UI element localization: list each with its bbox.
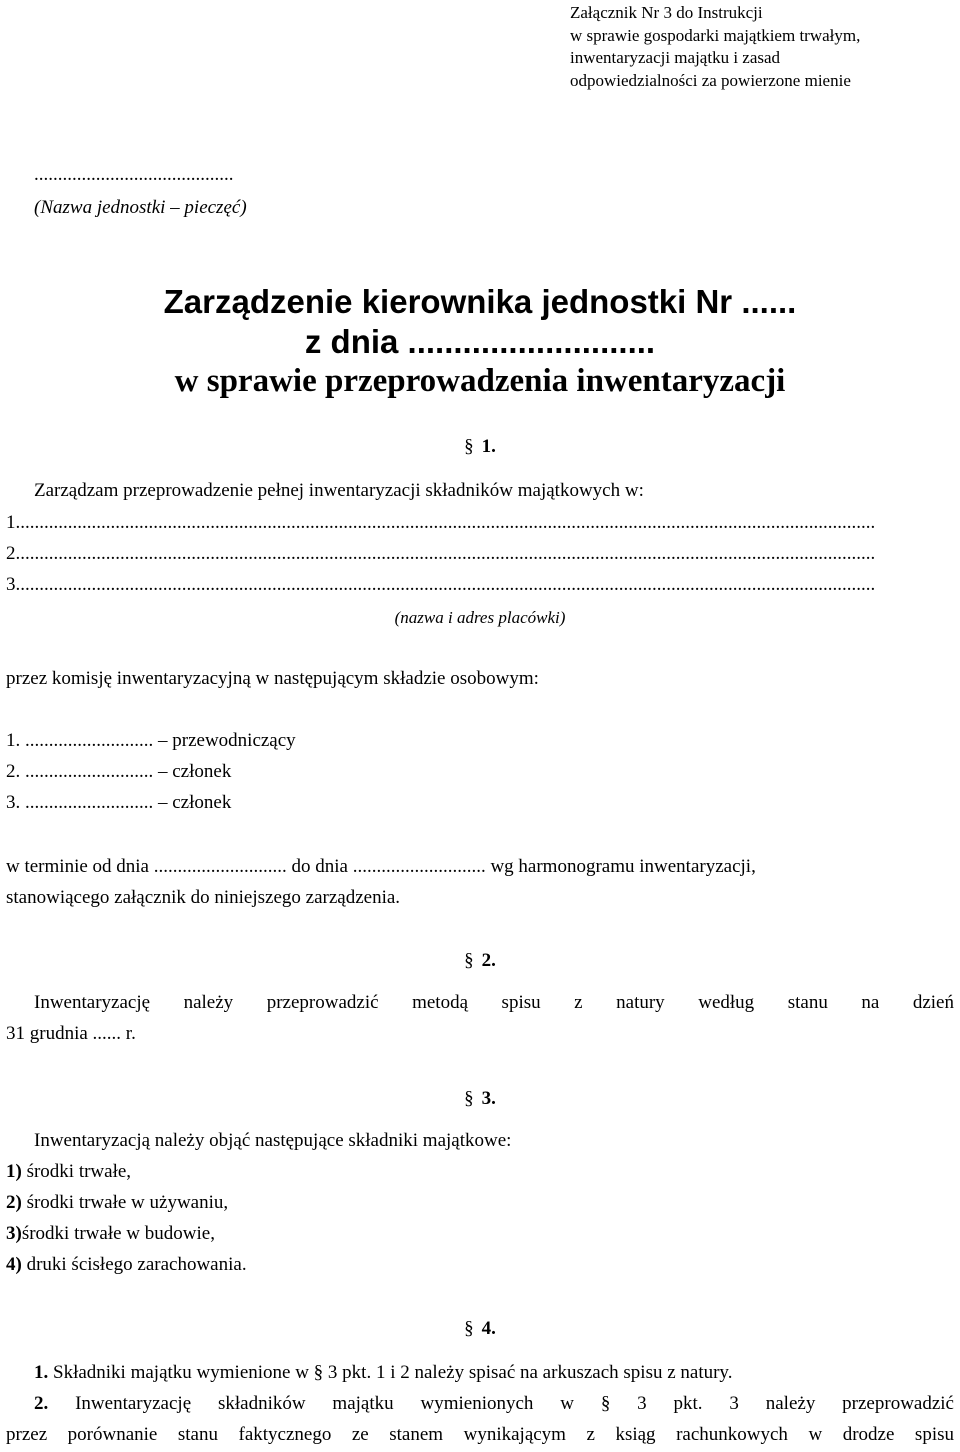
asset-item <box>6 1223 215 1245</box>
item-text: środki trwałe, <box>21 1161 132 1182</box>
commission-member: 2. ........................... – członek <box>6 761 232 782</box>
commission-member: 1. ........................... – przewodniczący <box>6 730 296 751</box>
asset-item <box>6 1254 247 1276</box>
stamp-label: (Nazwa jednostki – pieczęć) <box>34 197 247 218</box>
annex-line: Załącznik Nr 3 do Instrukcji <box>570 3 763 22</box>
term-line: w terminie od dnia ............................ do dnia ............................ wg harmonogramu inwentaryzacji, <box>6 856 756 877</box>
section-number: 4. <box>481 1318 496 1339</box>
item-number: 3) <box>6 1223 22 1244</box>
annex-line: w sprawie gospodarki majątkiem trwałym, <box>570 25 861 45</box>
section-2-heading <box>0 950 960 972</box>
point-number: 2. <box>34 1393 49 1414</box>
section-symbol: § <box>464 1088 474 1109</box>
section-1-heading <box>0 436 960 458</box>
term-line: stanowiącego załącznik do niniejszego zarządzenia. <box>6 887 401 908</box>
s3-intro: Inwentaryzacją należy objąć następujące składniki majątkowe: <box>34 1130 512 1151</box>
s4-point-2-continued: przez porównanie stanu faktycznego ze stanem wynikającym z ksiąg rachunkowych w drodze spisu <box>6 1424 954 1445</box>
place-line-2: 2..................................................................................................................................................................................... <box>6 543 876 564</box>
commission-intro: przez komisję inwentaryzacyjną w następującym składzie osobowym: <box>6 668 539 689</box>
asset-item <box>6 1192 228 1214</box>
commission-member: 3. ........................... – członek <box>6 792 232 813</box>
document-date: z dnia ........................... <box>304 323 656 360</box>
section-number: 2. <box>481 950 496 971</box>
stamp-placeholder: .......................................... <box>34 164 234 185</box>
section-4-heading <box>0 1318 960 1340</box>
item-text: druki ścisłego zarachowania. <box>21 1254 247 1275</box>
section-3-heading <box>0 1088 960 1110</box>
section-symbol: § <box>464 436 474 457</box>
item-text: środki trwałe w używaniu, <box>21 1192 229 1213</box>
places-caption: (nazwa i adres placówki) <box>394 608 566 627</box>
s4-point-2 <box>34 1393 954 1415</box>
point-text: Składniki majątku wymienione w § 3 pkt. 1 i 2 należy spisać na arkuszach spisu z natury. <box>48 1362 733 1383</box>
place-line-1: 1..................................................................................................................................................................................... <box>6 512 876 533</box>
point-text: Inwentaryzację składników majątku wymienionych w § 3 pkt. 3 należy przeprowadzić <box>48 1393 954 1414</box>
place-line-3: 3..................................................................................................................................................................................... <box>6 574 876 595</box>
s4-point-1 <box>34 1362 732 1384</box>
item-number: 2) <box>6 1192 22 1213</box>
s1-intro: Zarządzam przeprowadzenie pełnej inwentaryzacji składników majątkowych w: <box>34 480 644 501</box>
annex-line: inwentaryzacji majątku i zasad <box>570 48 781 67</box>
point-number: 1. <box>34 1362 49 1383</box>
section-symbol: § <box>464 950 474 971</box>
s2-text-continued: 31 grudnia ...... r. <box>6 1023 136 1044</box>
s2-text: Inwentaryzację należy przeprowadzić metodą spisu z natury według stanu na dzień <box>34 992 954 1013</box>
document-title: Zarządzenie kierownika jednostki Nr ...... <box>163 283 797 320</box>
section-number: 3. <box>481 1088 496 1109</box>
item-text: środki trwałe w budowie, <box>21 1223 215 1244</box>
section-number: 1. <box>481 436 496 457</box>
asset-item <box>6 1161 131 1183</box>
annex-line: odpowiedzialności za powierzone mienie <box>570 70 851 90</box>
section-symbol: § <box>464 1318 474 1339</box>
item-number: 1) <box>6 1161 22 1182</box>
annex-note <box>570 2 860 92</box>
document-subject: w sprawie przeprowadzenia inwentaryzacji <box>174 363 786 399</box>
item-number: 4) <box>6 1254 22 1275</box>
